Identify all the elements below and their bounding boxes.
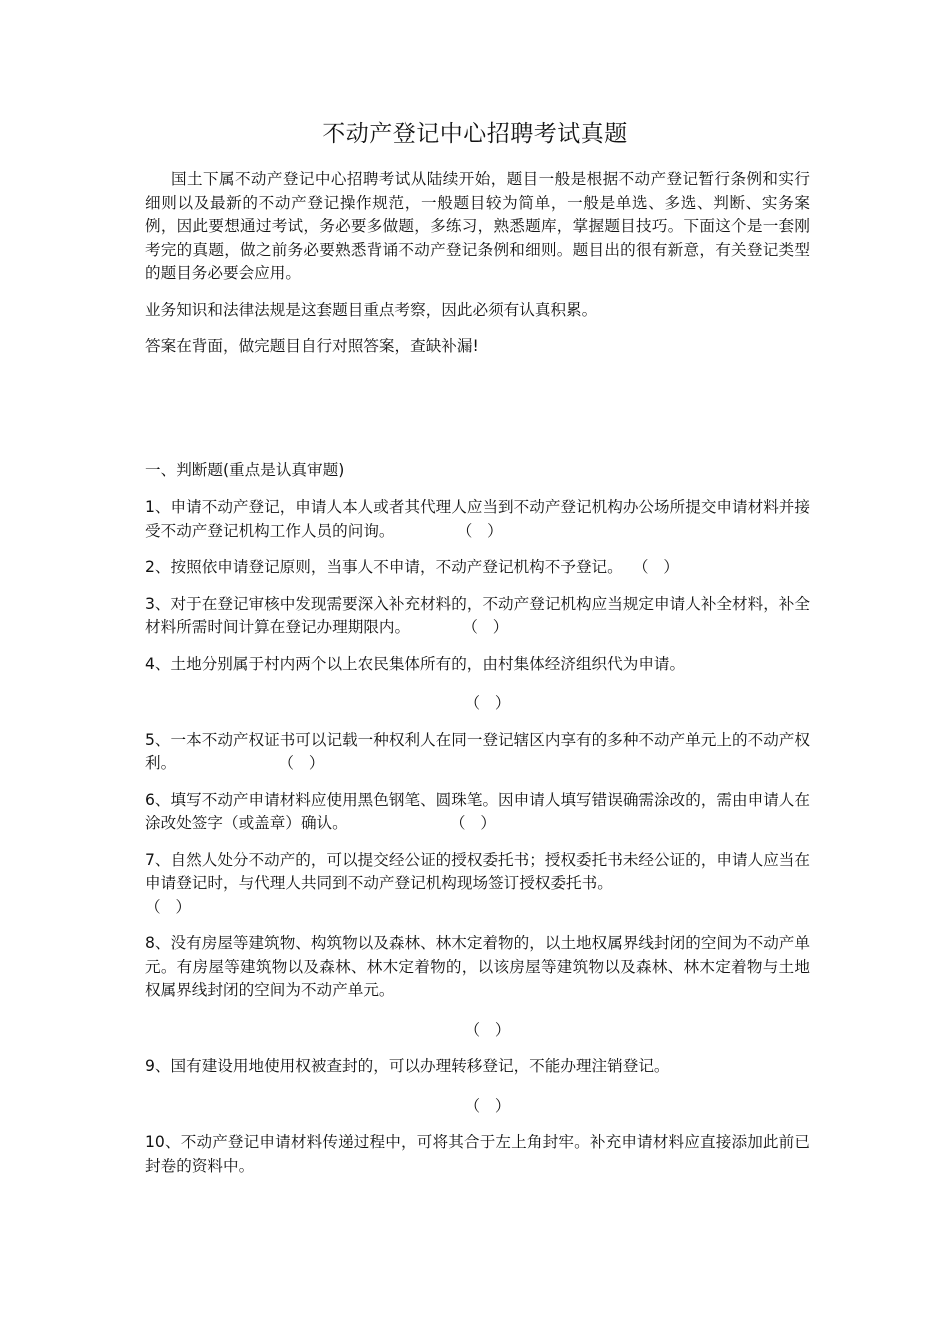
- question-text: 2、按照依申请登记原则，当事人不申请，不动产登记机构不予登记。: [145, 558, 623, 576]
- question-text: 9、国有建设用地使用权被查封的，可以办理转移登记，不能办理注销登记。: [145, 1057, 670, 1075]
- question-item: [145, 729, 810, 776]
- question-text: 6、填写不动产申请材料应使用黑色钢笔、圆珠笔。因申请人填写错误确需涂改的，需由申请人在涂改处签字（或盖章）确认。: [145, 790, 810, 832]
- question-item: [145, 1055, 810, 1118]
- question-text: 5、一本不动产权证书可以记载一种权利人在同一登记辖区内享有的多种不动产单元上的不动产权利。: [145, 730, 810, 772]
- answer-blank: （ ）: [640, 558, 679, 576]
- question-text: 4、土地分别属于村内两个以上农民集体所有的，由村集体经济组织代为申请。: [145, 654, 686, 673]
- question-text: 10、不动产登记申请材料传递过程中，可将其合于左上角封牢。补充申请材料应直接添加此前已封卷的资料中。: [145, 1133, 810, 1175]
- question-text: 7、自然人处分不动产的，可以提交经公证的授权委托书；授权委托书未经公证的，申请人应当在申请登记时，与代理人共同到不动产登记机构现场签订授权委托书。: [145, 850, 810, 892]
- section-heading: 一、判断题(重点是认真审题): [145, 460, 345, 479]
- question-item: [145, 849, 810, 920]
- note-paragraph-1: 业务知识和法律法规是这套题目重点考察，因此必须有认真积累。: [145, 300, 598, 319]
- page-title: 不动产登记中心招聘考试真题: [322, 121, 628, 147]
- question-item: [145, 932, 810, 1042]
- answer-blank: （ ）: [464, 1020, 511, 1039]
- question-item: [145, 1131, 810, 1178]
- answer-blank: （ ）: [286, 754, 325, 772]
- question-text: 1、申请不动产登记，申请人本人或者其代理人应当到不动产登记机构办公场所提交申请材料并接受不动产登记机构工作人员的问询。: [145, 498, 810, 540]
- answer-blank: （ ）: [457, 814, 496, 832]
- question-item: [145, 789, 810, 836]
- question-item: [145, 653, 810, 716]
- answer-blank: （ ）: [464, 694, 511, 712]
- intro-paragraph: 国土下属不动产登记中心招聘考试从陆续开始，题目一般是根据不动产登记暂行条例和实行细则以及最新的不动产登记操作规范，一般题目较为简单，一般是单选、多选、判断、实务案例，因此要想通过考试，务必要多做题，多练习，熟悉题库，掌握题目技巧。下面这个是一套刚考完的真题，做之前务必要熟悉背诵不动产登记条例和细则。题目出的很有新意，有关登记类型的题目务必要会应用。: [145, 170, 810, 282]
- question-text: 8、没有房屋等建筑物、构筑物以及森林、林木定着物的，以土地权属界线封闭的空间为不动产单元。有房屋等建筑物以及森林、林木定着物的，以该房屋等建筑物以及森林、林木定着物与土地权属界线封闭的空间为不动产单元。: [145, 934, 810, 999]
- question-item: [145, 556, 810, 580]
- document-body: [145, 168, 810, 1191]
- answer-blank: （ ）: [464, 521, 503, 540]
- note-paragraph-2: 答案在背面，做完题目自行对照答案，查缺补漏!: [145, 337, 479, 355]
- answer-blank: （ ）: [470, 618, 509, 636]
- answer-blank: （ ）: [145, 897, 192, 916]
- question-item: [145, 496, 810, 543]
- answer-blank: （ ）: [464, 1096, 511, 1115]
- question-item: [145, 593, 810, 640]
- question-text: 3、对于在登记审核中发现需要深入补充材料的，不动产登记机构应当规定申请人补全材料，补全材料所需时间计算在登记办理期限内。: [145, 594, 810, 636]
